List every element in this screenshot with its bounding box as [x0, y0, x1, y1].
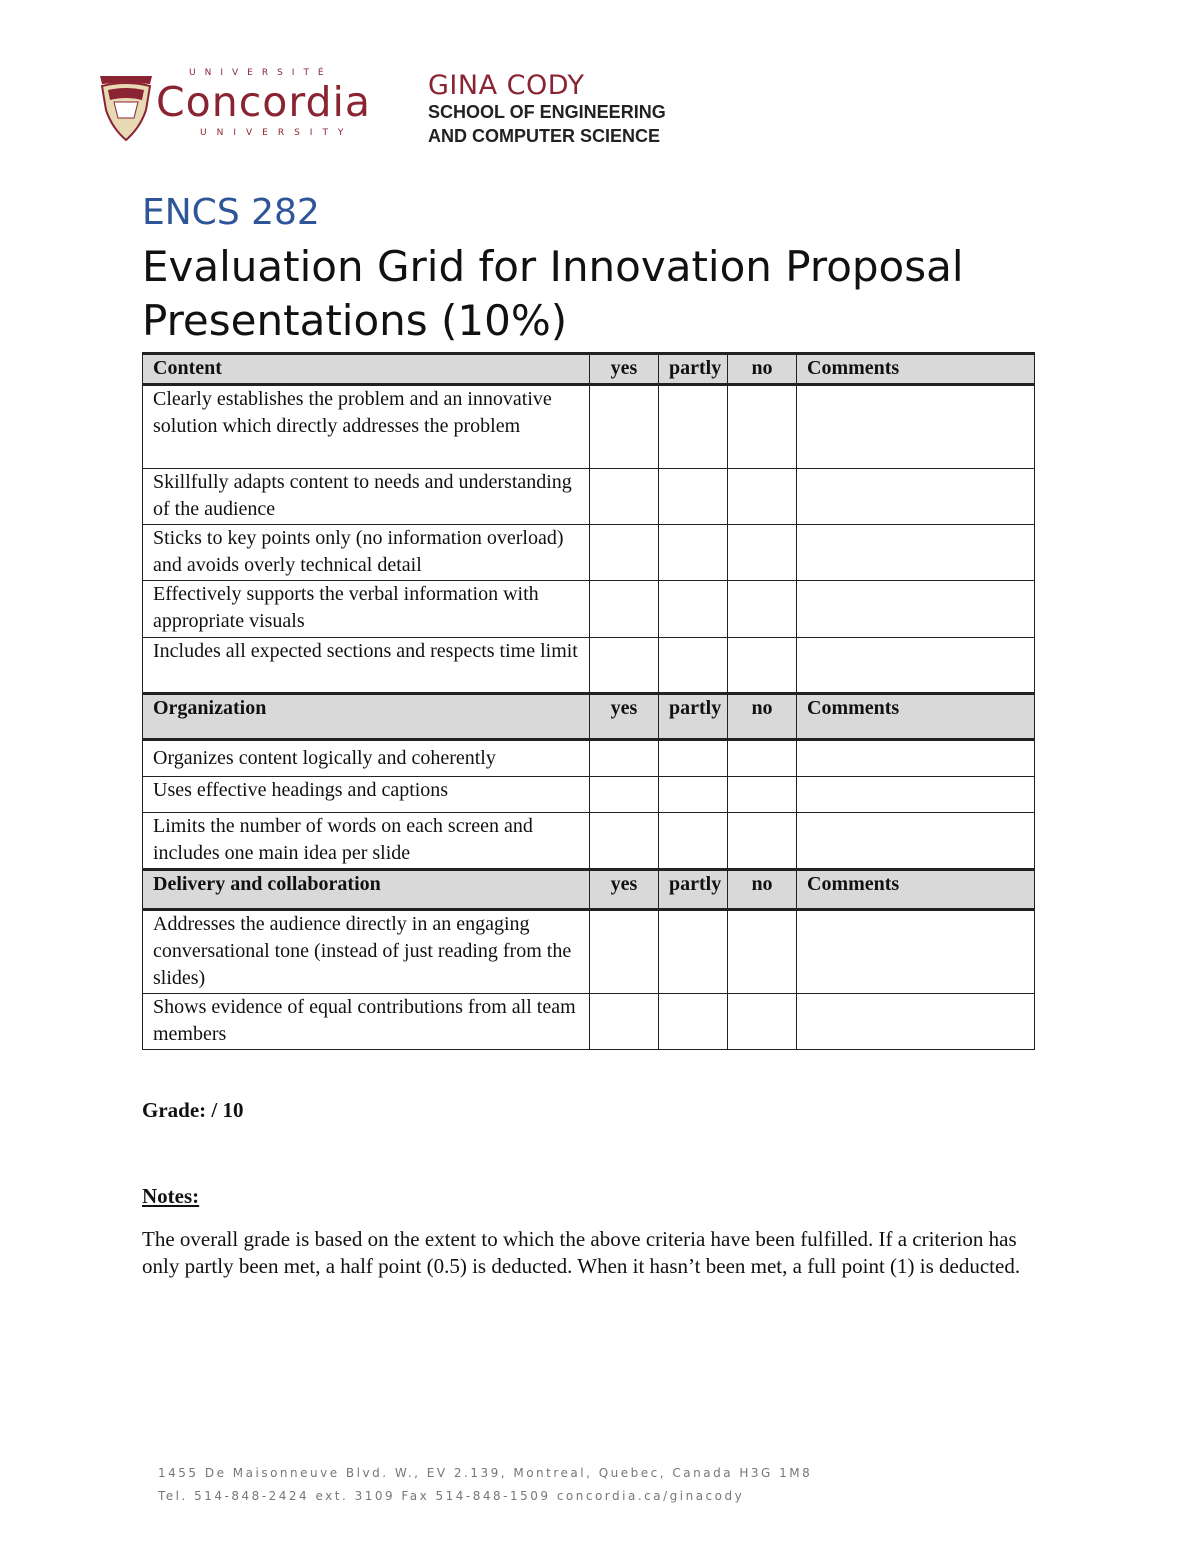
yes-cell[interactable] — [590, 813, 659, 870]
section-heading: Content — [143, 354, 590, 385]
criterion-row — [143, 813, 1035, 870]
comments-cell[interactable] — [797, 813, 1035, 870]
col-partly-header: partly — [659, 354, 728, 385]
criterion-text: Shows evidence of equal contributions from all team members — [143, 994, 590, 1050]
partly-cell[interactable] — [659, 994, 728, 1050]
partly-cell[interactable] — [659, 910, 728, 994]
no-cell[interactable] — [728, 581, 797, 638]
section-header — [143, 354, 1035, 385]
col-yes-header: yes — [590, 870, 659, 910]
comments-cell[interactable] — [797, 581, 1035, 638]
criterion-text: Limits the number of words on each screen and includes one main idea per slide — [143, 813, 590, 870]
partly-cell[interactable] — [659, 740, 728, 777]
comments-cell[interactable] — [797, 469, 1035, 525]
partly-cell[interactable] — [659, 581, 728, 638]
no-cell[interactable] — [728, 813, 797, 870]
footer-address: 1455 De Maisonneuve Blvd. W., EV 2.139, Montreal, Quebec, Canada H3G 1M8 — [158, 1466, 813, 1480]
no-cell[interactable] — [728, 910, 797, 994]
university-top-text: UNIVERSITÉ — [189, 68, 333, 78]
yes-cell[interactable] — [590, 638, 659, 694]
criterion-row — [143, 740, 1035, 777]
comments-cell[interactable] — [797, 994, 1035, 1050]
col-comments-header: Comments — [797, 694, 1035, 740]
yes-cell[interactable] — [590, 525, 659, 581]
comments-cell[interactable] — [797, 777, 1035, 813]
comments-cell[interactable] — [797, 525, 1035, 581]
criterion-row — [143, 525, 1035, 581]
yes-cell[interactable] — [590, 740, 659, 777]
no-cell[interactable] — [728, 385, 797, 469]
no-cell[interactable] — [728, 994, 797, 1050]
col-yes-header: yes — [590, 694, 659, 740]
school-name: GINA CODY — [428, 70, 585, 101]
yes-cell[interactable] — [590, 385, 659, 469]
grade-line: Grade: / 10 — [142, 1098, 244, 1122]
col-comments-header: Comments — [797, 870, 1035, 910]
notes-label: Notes: — [142, 1184, 200, 1208]
university-name: Concordia — [156, 78, 372, 126]
document-title: Evaluation Grid for Innovation Proposal Presentations (10%) — [142, 242, 964, 345]
criterion-row — [143, 581, 1035, 638]
col-partly-header: partly — [659, 870, 728, 910]
school-line-2: AND COMPUTER SCIENCE — [428, 126, 661, 146]
partly-cell[interactable] — [659, 638, 728, 694]
partly-cell[interactable] — [659, 525, 728, 581]
section-header — [143, 694, 1035, 740]
col-partly-header: partly — [659, 694, 728, 740]
yes-cell[interactable] — [590, 581, 659, 638]
course-code: ENCS 282 — [142, 192, 320, 233]
evaluation-grid — [142, 352, 1035, 1050]
criterion-text: Effectively supports the verbal information with appropriate visuals — [143, 581, 590, 638]
yes-cell[interactable] — [590, 910, 659, 994]
col-no-header: no — [728, 694, 797, 740]
footer-contact: Tel. 514-848-2424 ext. 3109 Fax 514-848-1509 concordia.ca/ginacody — [158, 1489, 745, 1503]
criterion-row — [143, 638, 1035, 694]
no-cell[interactable] — [728, 638, 797, 694]
comments-cell[interactable] — [797, 638, 1035, 694]
concordia-shield-icon — [96, 70, 156, 142]
criterion-text: Uses effective headings and captions — [143, 777, 590, 813]
no-cell[interactable] — [728, 525, 797, 581]
criterion-text: Includes all expected sections and respects time limit — [143, 638, 590, 694]
no-cell[interactable] — [728, 740, 797, 777]
criterion-text: Organizes content logically and coherently — [143, 740, 590, 777]
criterion-row — [143, 469, 1035, 525]
partly-cell[interactable] — [659, 777, 728, 813]
university-bottom-text: UNIVERSITY — [200, 128, 354, 138]
notes-text: The overall grade is based on the extent to which the above criteria have been fulfilled. If a criterion has only partly been met, a half point (0.5) is deducted. When it hasn’t been met, a full point (1) is deducted. — [142, 1227, 1021, 1278]
section-header — [143, 870, 1035, 910]
section-heading: Delivery and collaboration — [143, 870, 590, 910]
col-no-header: no — [728, 354, 797, 385]
header-logo — [96, 66, 696, 156]
yes-cell[interactable] — [590, 777, 659, 813]
comments-cell[interactable] — [797, 740, 1035, 777]
partly-cell[interactable] — [659, 813, 728, 870]
partly-cell[interactable] — [659, 469, 728, 525]
criterion-row — [143, 910, 1035, 994]
criterion-text: Addresses the audience directly in an engaging conversational tone (instead of just reading from the slides) — [143, 910, 590, 994]
yes-cell[interactable] — [590, 469, 659, 525]
criterion-row — [143, 385, 1035, 469]
col-yes-header: yes — [590, 354, 659, 385]
comments-cell[interactable] — [797, 910, 1035, 994]
partly-cell[interactable] — [659, 385, 728, 469]
school-line-1: SCHOOL OF ENGINEERING — [428, 102, 666, 122]
criterion-text: Clearly establishes the problem and an innovative solution which directly addresses the problem — [143, 385, 590, 469]
criterion-row — [143, 994, 1035, 1050]
criterion-text: Skillfully adapts content to needs and understanding of the audience — [143, 469, 590, 525]
section-heading: Organization — [143, 694, 590, 740]
no-cell[interactable] — [728, 777, 797, 813]
criterion-text: Sticks to key points only (no information overload) and avoids overly technical detail — [143, 525, 590, 581]
col-comments-header: Comments — [797, 354, 1035, 385]
criterion-row — [143, 777, 1035, 813]
no-cell[interactable] — [728, 469, 797, 525]
col-no-header: no — [728, 870, 797, 910]
comments-cell[interactable] — [797, 385, 1035, 469]
yes-cell[interactable] — [590, 994, 659, 1050]
